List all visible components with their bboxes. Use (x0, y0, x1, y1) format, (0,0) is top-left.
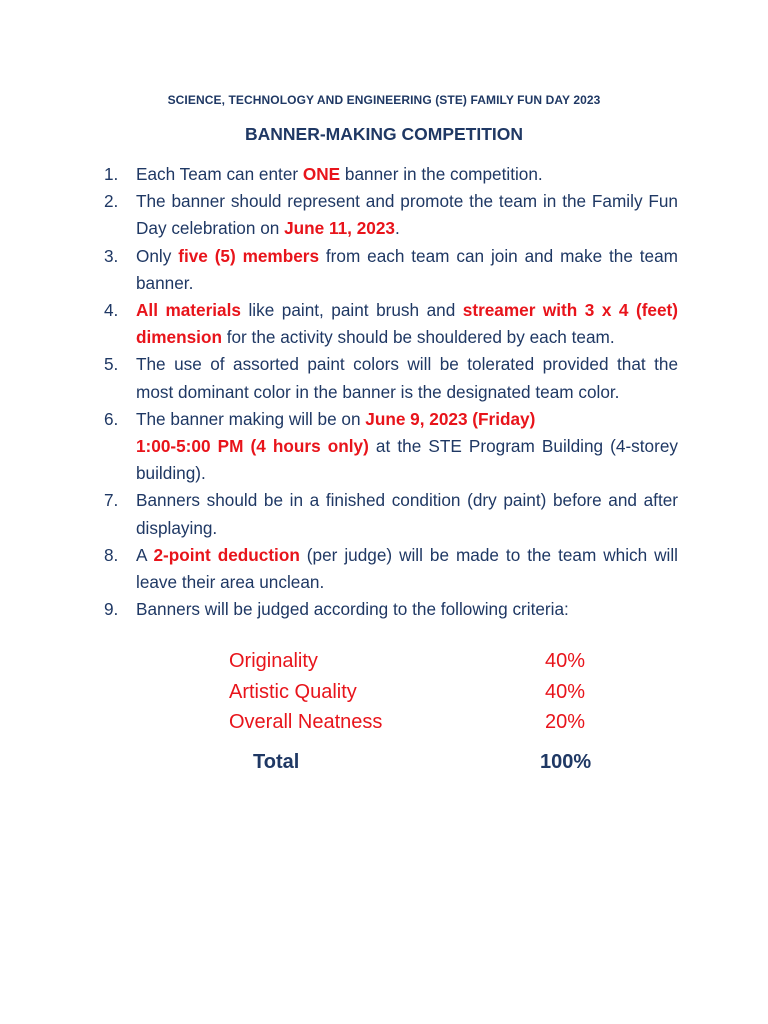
rule-item (104, 542, 678, 596)
rule-highlight: 2-point deduction (153, 544, 300, 565)
rule-highlight: June 9, 2023 (Friday) (365, 408, 536, 429)
event-header: SCIENCE, TECHNOLOGY AND ENGINEERING (STE) FAMILY FUN DAY 2023 (167, 93, 601, 107)
rule-highlight: 1:00-5:00 PM (4 hours only) (136, 436, 369, 457)
criteria-row (229, 646, 599, 677)
rule-text: banner in the competition. (340, 164, 543, 184)
rule-highlight: June 11, 2023 (284, 218, 395, 239)
rule-number: 2. (104, 191, 119, 212)
rule-text: A (136, 544, 154, 565)
rule-text: Banners should be in a finished condition (dry paint) before and after displaying. (136, 490, 678, 538)
rule-item (104, 596, 678, 623)
rule-number: 9. (104, 599, 119, 620)
rule-highlight: All materials (136, 300, 241, 321)
rule-item (104, 161, 678, 188)
rule-item (104, 188, 678, 242)
criteria-percent: 40% (545, 680, 586, 703)
criteria-label: Overall Neatness (229, 711, 383, 733)
criteria-label: Originality (229, 650, 318, 672)
criteria-percent: 20% (545, 711, 586, 733)
rule-text: for the activity should be shouldered by each team. (221, 327, 615, 348)
total-label: Total (253, 751, 300, 773)
rule-text: The banner making will be on (136, 408, 366, 429)
rule-text: (per judge) will be made to the team which will leave their area unclean. (136, 544, 679, 593)
rule-text: Banners will be judged according to the following criteria: (136, 599, 569, 620)
rule-highlight: streamer with 3 x 4 (feet) dimension (136, 300, 678, 348)
criteria-percent: 40% (545, 650, 586, 672)
rule-number: 6. (104, 408, 119, 429)
criteria-table (229, 646, 599, 738)
rule-item (104, 297, 678, 351)
rule-item (104, 351, 678, 405)
rule-text: The banner should represent and promote the team in the Family Fun Day celebration on (136, 191, 678, 239)
rule-item (104, 243, 678, 297)
rule-text: like paint, paint brush and (240, 300, 463, 321)
competition-title: BANNER-MAKING COMPETITION (244, 124, 524, 144)
rule-item (104, 487, 678, 541)
rule-number: 4. (104, 300, 119, 321)
rule-text: at the STE Program Building (4-storey building). (136, 436, 678, 484)
rule-text: . (394, 218, 400, 239)
rule-number: 5. (104, 354, 119, 375)
criteria-label: Artistic Quality (229, 680, 357, 703)
criteria-row (229, 677, 599, 708)
criteria-total-row (253, 747, 613, 777)
rule-number: 7. (104, 490, 119, 511)
criteria-row (229, 707, 599, 738)
rule-text: The use of assorted paint colors will be tolerated provided that the most dominant color in the banner is the designated team color. (136, 354, 678, 402)
rule-text: Only (136, 245, 179, 266)
rule-number: 8. (104, 544, 119, 565)
rule-text: from each team can join and make the team banner. (136, 245, 678, 293)
rule-number: 1. (104, 164, 119, 184)
rule-number: 3. (104, 245, 119, 266)
rule-item (104, 406, 678, 488)
rule-highlight: ONE (302, 164, 341, 184)
total-value: 100% (540, 751, 592, 773)
rules-list (104, 161, 678, 623)
rule-highlight: five (5) members (178, 245, 320, 266)
rule-text: Each Team can enter (136, 164, 303, 184)
